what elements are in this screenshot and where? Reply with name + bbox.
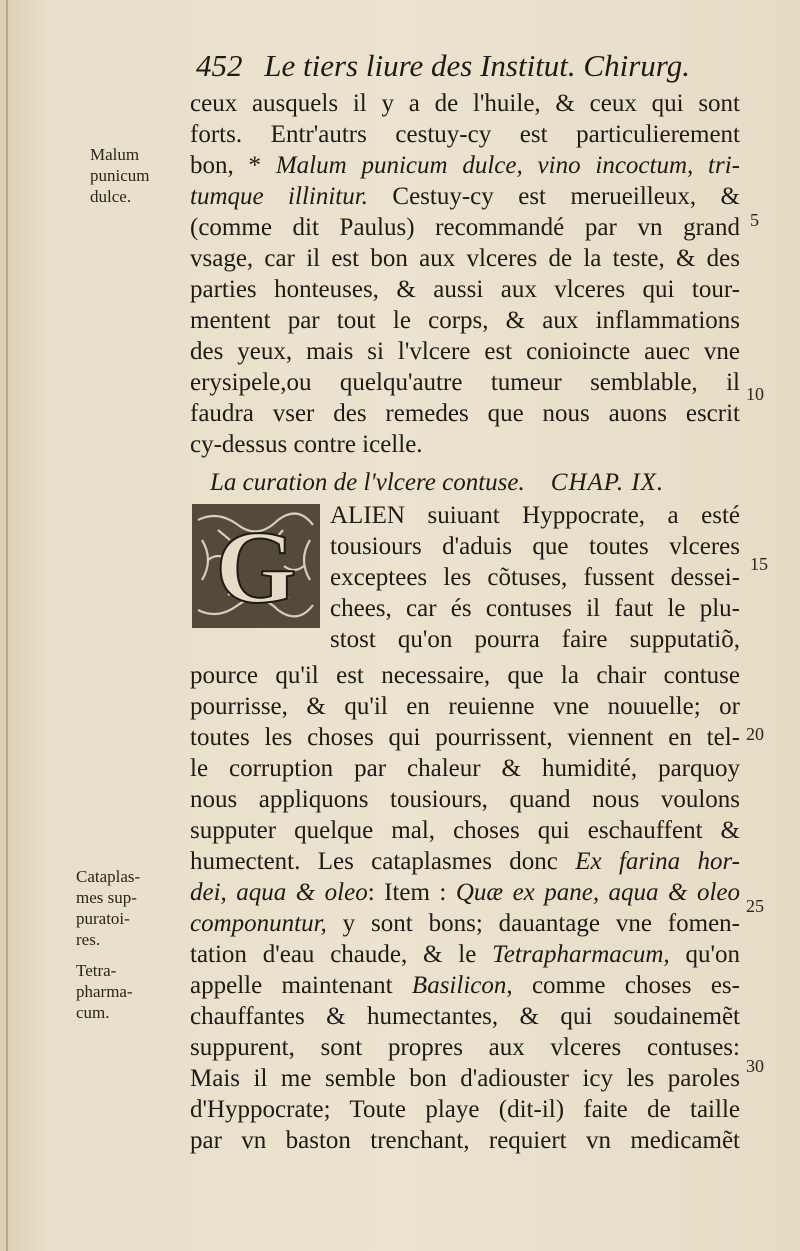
text-line [190, 877, 740, 909]
text-segment-italic: Basilicon [411, 972, 507, 999]
text-line: toutes les choses qui pourrissent, viennent en tel- [190, 724, 740, 751]
text-segment-italic: Quæ ex pane, aqua & oleo [455, 879, 740, 906]
text-line [190, 150, 740, 182]
text-segment-italic: Tetrapharmacum, [492, 941, 670, 968]
text-segment: y sont bons; dauantage vne fomen- [326, 910, 740, 937]
text-segment-italic: tumque illinitur. [190, 183, 368, 210]
text-segment: tation d'eau chaude, & le [190, 941, 493, 968]
text-segment-italic: dei, aqua & oleo [190, 879, 368, 906]
text-line: (comme dit Paulus) recommandé par vn grand [190, 214, 740, 241]
margin-note-line: puratoi- [76, 909, 130, 928]
text-line: par vn baston trenchant, requiert vn medicamẽt [190, 1127, 740, 1154]
page-number: 452 [196, 48, 243, 83]
margin-note-line: Tetra- [76, 961, 117, 980]
line-number: 20 [746, 724, 764, 744]
running-header [196, 48, 716, 88]
text-segment: appelle maintenant [190, 972, 412, 999]
margin-note-line: res. [76, 930, 101, 949]
text-segment-italic: componuntur, [190, 910, 327, 937]
text-segment: Cestuy-cy est merueilleux, & [367, 183, 740, 210]
text-segment: humectent. Les cataplasmes donc [190, 848, 558, 875]
chapter-title: La curation de l'vlcere contuse. [210, 469, 525, 496]
text-line: forts. Entr'autrs cestuy-cy est particulierement [190, 121, 740, 148]
drop-cap-letter: G [215, 510, 297, 625]
margin-note-line: mes sup- [76, 888, 137, 907]
text-line: des yeux, mais si l'vlcere est conioincte auec vne [190, 338, 740, 365]
line-number: 5 [750, 210, 759, 230]
line-number: 10 [746, 384, 764, 404]
text-line: tousiours d'aduis que toutes vlceres [330, 533, 740, 560]
text-line: supputer quelque mal, choses qui eschauffent & [190, 817, 740, 844]
chapter-number: CHAP. IX. [550, 469, 665, 496]
text-line: mentent par tout le corps, & aux inflammations [190, 307, 740, 334]
margin-note-malum [90, 144, 150, 207]
text-line: d'Hyppocrate; Toute playe (dit-il) faite de taille [190, 1096, 740, 1123]
text-segment-italic: Malum punicum dulce, vino incoctum, tri- [275, 152, 741, 179]
text-line: erysipele,ou quelqu'autre tumeur semblable, il [190, 369, 740, 396]
text-line: cy-dessus contre icelle. [190, 431, 423, 458]
text-line: parties honteuses, & aussi aux vlceres qui tour- [190, 276, 740, 303]
text-line: le corruption par chaleur & humidité, parquoy [190, 755, 740, 782]
margin-note-line: cum. [76, 1003, 110, 1022]
text-line: ceux ausquels il y a de l'huile, & ceux qui sont [190, 90, 740, 117]
text-line [190, 939, 740, 971]
chapter-heading [210, 466, 740, 500]
margin-note-line: pharma- [76, 982, 133, 1001]
text-line: ALIEN suiuant Hyppocrate, a esté [330, 502, 740, 529]
text-line: chees, car és contuses il faut le plu- [330, 595, 740, 622]
margin-note-line: punicum [90, 166, 150, 185]
text-segment: qu'on [669, 941, 740, 968]
text-line: faudra vser des remedes que nous auons escrit [190, 400, 740, 427]
text-segment: , comme choses es- [506, 972, 740, 999]
text-line [190, 970, 740, 1002]
line-number: 15 [750, 554, 768, 574]
text-segment: bon, * [190, 152, 276, 179]
margin-note-tetrapharmacum [76, 960, 133, 1023]
text-line: chauffantes & humectantes, & qui soudainemẽt [190, 1003, 740, 1030]
text-line [190, 181, 740, 213]
text-line [190, 846, 740, 878]
page-fold-line [6, 0, 8, 1251]
text-line: exceptees les cõtuses, fussent dessei- [330, 564, 740, 591]
text-segment-italic: Ex farina hor- [557, 848, 740, 875]
margin-note-line: Malum [90, 145, 140, 164]
text-line: stost qu'on pourra faire supputatiõ, [330, 626, 740, 653]
text-line: vsage, car il est bon aux vlceres de la teste, & des [190, 245, 740, 272]
drop-cap-initial [188, 500, 324, 632]
margin-note-cataplasmes [76, 866, 140, 950]
running-title: Le tiers liure des Institut. Chirurg. [264, 48, 690, 83]
line-number: 30 [746, 1056, 764, 1076]
text-segment: : Item : [367, 879, 456, 906]
line-number: 25 [746, 896, 764, 916]
text-line: nous appliquons tousiours, quand nous voulons [190, 786, 740, 813]
margin-note-line: Cataplas- [76, 867, 141, 886]
text-line: pourrisse, & qu'il en reuienne vne nouuelle; or [190, 693, 740, 720]
text-line: Mais il me semble bon d'adiouster icy les paroles [190, 1065, 740, 1092]
text-line [190, 908, 740, 940]
text-line: suppurent, sont propres aux vlceres contuses: [190, 1034, 740, 1061]
margin-note-line: dulce. [90, 187, 132, 206]
text-line: pource qu'il est necessaire, que la chair contuse [190, 662, 740, 689]
